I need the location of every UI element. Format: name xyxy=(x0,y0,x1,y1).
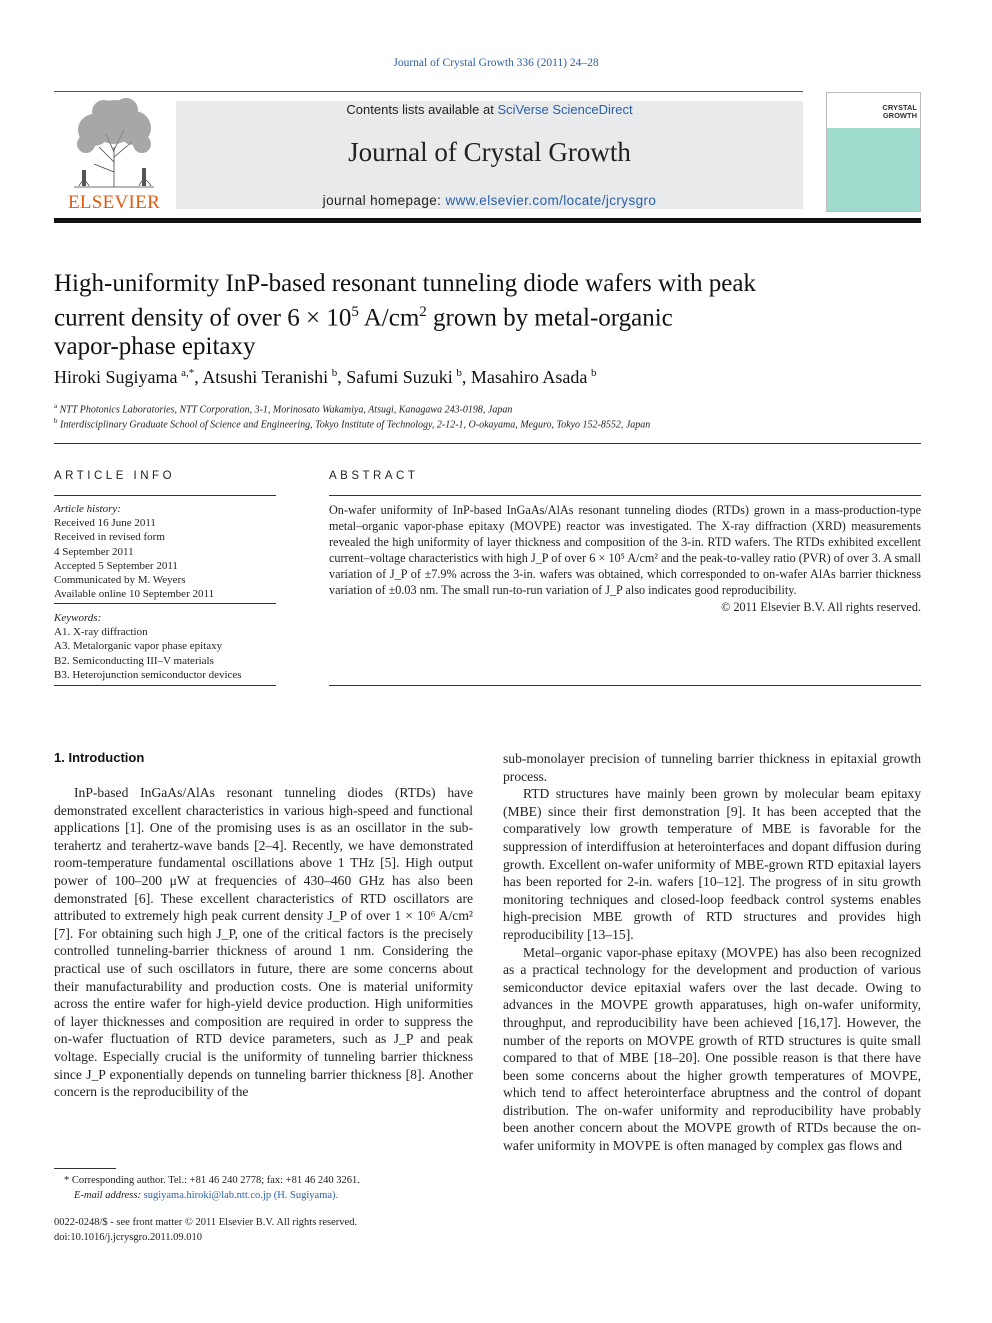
tree-icon xyxy=(54,92,174,192)
title-line-1: High-uniformity InP-based resonant tunneling diode wafers with peak xyxy=(54,270,756,297)
keywords-label: Keywords: xyxy=(54,612,102,624)
title-line-2c: grown by metal-organic xyxy=(426,304,673,332)
email-label: E-mail address: xyxy=(74,1189,144,1201)
issn-line: 0022-0248/$ - see front matter © 2011 Elsevier B.V. All rights reserved. xyxy=(54,1217,358,1228)
affiliation-divider xyxy=(54,443,921,444)
affiliation-mark: b xyxy=(54,417,58,425)
homepage-prefix: journal homepage: xyxy=(322,193,446,208)
body-column-left xyxy=(54,784,473,1101)
author-name[interactable]: Hiroki Sugiyama xyxy=(54,367,178,387)
title-line-2-sup2: 2 xyxy=(419,304,427,320)
header-bottom-rule xyxy=(54,218,921,223)
email-line xyxy=(54,1189,474,1204)
article-info-heading: ARTICLE INFO xyxy=(54,470,176,482)
title-line-2 xyxy=(54,298,924,332)
cover-text-line-1: CRYSTAL xyxy=(882,103,917,112)
history-item: Received 16 June 2011 xyxy=(54,517,156,530)
body-paragraph: Metal–organic vapor-phase epitaxy (MOVPE) has also been recognized as a practical technology for the development and production of various semiconductor device epitaxial wafers over the last decade. Owing to advances in the MOVPE growth apparatuses, high on-wafer uniformity, throughput, and reproducibility have been achieved [16,17]. However, the number of the reports on MOVPE growth of RTD structures is quite small compared to that of MBE [18–20]. One possible reason is that there have been some concerns about the higher growth temperatures of MOVPE, which tend to affect heterointerface abruptness and the control of dopant distribution. The on-wafer uniformity and reproducibility have probably been another concern about the MOVPE growth of RTDs because the on-wafer uniformity in MOVPE is often managed by complex gas flows and xyxy=(503,944,921,1154)
journal-cover-band xyxy=(827,128,920,211)
email-link[interactable]: sugiyama.hiroki@lab.ntt.co.jp (H. Sugiyama). xyxy=(143,1189,339,1201)
article-info-rule-top xyxy=(54,495,276,496)
abstract-text: On-wafer uniformity of InP-based InGaAs/AlAs resonant tunneling diodes (RTDs) grown in a mass-production-type metal–organic vapor-phase epitaxy (MOVPE) reactor was investigated. The X-ray diffraction (XRD) measurements revealed the high uniformity of layer thickness and composition of the 3-in. RTD wafers. The RTDs exhibited excellent current–voltage characteristics with high J_P of over 6 × 10⁵ A/cm² and the peak-to-valley ratio (PVR) of over 3. A small variation of J_P of ±7.9% across the 3-in. wafers was obtained, which corresponded to on-wafer AlAs barrier thickness variation of ±0.03 nm. The small run-to-run variation of J_P also indicates good reproducibility. xyxy=(329,503,921,598)
history-item: Communicated by M. Weyers xyxy=(54,574,186,587)
affiliation-b xyxy=(54,417,650,430)
journal-citation[interactable]: Journal of Crystal Growth 336 (2011) 24–28 xyxy=(393,57,599,69)
abstract-copyright: © 2011 Elsevier B.V. All rights reserved. xyxy=(721,599,921,614)
homepage-link[interactable]: www.elsevier.com/locate/jcrysgro xyxy=(445,193,657,208)
history-label: Article history: xyxy=(54,503,121,515)
history-item: Received in revised form xyxy=(54,531,165,544)
author-list: Hiroki Sugiyama $^{a,*}$, Atsushi Teranishi $^b$, Safumi Suzuki $^b$, Masahiro Asada $^b$ xyxy=(54,367,597,387)
sciencedirect-link[interactable]: SciVerse ScienceDirect xyxy=(497,102,633,117)
contents-prefix: Contents lists available at xyxy=(346,102,498,117)
author-affil-mark[interactable]: b xyxy=(331,367,338,379)
corresponding-line: * Corresponding author. Tel.: +81 46 240 2778; fax: +81 46 240 3261. xyxy=(64,1175,360,1186)
section-heading-introduction: 1. Introduction xyxy=(54,750,145,765)
corresponding-author-footnote xyxy=(54,1174,474,1203)
author-name[interactable]: Safumi Suzuki xyxy=(346,367,453,387)
author-name[interactable]: Masahiro Asada xyxy=(470,367,588,387)
author-affil-mark[interactable]: b xyxy=(590,367,597,379)
history-item: Available online 10 September 2011 xyxy=(54,588,215,601)
keyword-item: A3. Metalorganic vapor phase epitaxy xyxy=(54,640,223,653)
author-affil-mark[interactable]: b xyxy=(456,367,462,379)
affiliation-mark: a xyxy=(54,402,58,410)
title-line-2b: A/cm xyxy=(358,304,420,332)
footnote-rule xyxy=(54,1168,116,1169)
body-paragraph: sub-monolayer precision of tunneling barrier thickness in epitaxial growth process. xyxy=(503,751,921,784)
title-line-2a: current density of over 6 × 10 xyxy=(54,304,352,332)
body-paragraph: InP-based InGaAs/AlAs resonant tunneling diodes (RTDs) have demonstrated excellent characteristics in various high-speed and functional applications [1]. One of the promising uses is as an oscillator in the sub-terahertz and terahertz-wave bands [2–4]. Recently, we have demonstrated room-temperature fundamental oscillations above 1 THz [5]. High output power of 100–200 μW at frequencies of 430–460 GHz has also been demonstrated [6]. These excellent characteristics of RTD oscillators are attributed to extremely high peak current density J_P of over 1 × 10⁶ A/cm² [7]. For obtaining such high J_P, one of the critical factors is the precisely controlled tunneling-barrier thickness of around 1 nm. Considering the practical use of such oscillators in future, there are some concerns about their manufacturability and production costs. One is material uniformity across the entire wafer for high-yield device production. High uniformities of layer thicknesses and composition are required in order to suppress the on-wafer fluctuation of RTD device parameters, such as J_P and peak voltage. Especially crucial is the uniformity of tunneling barrier thickness since J_P exponentially depends on tunneling barrier thickness [8]. Another concern is the reproducibility of the xyxy=(54,785,473,1100)
article-history xyxy=(54,502,276,601)
abstract-rule-bottom xyxy=(329,685,921,686)
doi-link[interactable]: doi:10.1016/j.jcrysgro.2011.09.010 xyxy=(54,1231,203,1243)
article-info-rule-mid xyxy=(54,603,276,604)
article-info-rule-bottom xyxy=(54,685,276,686)
keyword-item: B2. Semiconducting III–V materials xyxy=(54,654,214,667)
homepage-line xyxy=(176,193,803,208)
front-matter-footer xyxy=(54,1216,474,1245)
author-name[interactable]: Atsushi Teranishi xyxy=(202,367,329,387)
keyword-item: B3. Heterojunction semiconductor devices xyxy=(54,668,242,681)
keyword-item: A1. X-ray diffraction xyxy=(54,626,148,639)
affiliation-text: NTT Photonics Laboratories, NTT Corporation, 3-1, Morinosato Wakamiya, Atsugi, Kanagawa 243-0198, Japan xyxy=(59,404,513,416)
article-title xyxy=(54,269,924,361)
abstract-heading: ABSTRACT xyxy=(329,470,419,482)
history-item: Accepted 5 September 2011 xyxy=(54,559,178,572)
title-line-2-sup: 5 xyxy=(351,304,359,320)
contents-line xyxy=(176,102,803,117)
journal-cover-title xyxy=(855,104,917,120)
abstract-body xyxy=(329,502,921,615)
history-item: 4 September 2011 xyxy=(54,545,134,558)
body-paragraph: RTD structures have mainly been grown by molecular beam epitaxy (MBE) since their first demonstration [9]. It has been accepted that the comparatively low growth temperature of MBE is favorable for the suppression of interdiffusion at heterointerfaces and dopant diffusion during growth. Excellent on-wafer uniformity of MBE-grown RTD epitaxial layers has been reported for 2-in. wafers [10–12]. The progress of in situ growth monitoring techniques and closed-loop feedback control systems enables high-precision MBE growth of RTD structures and provides high reproducibility [13–15]. xyxy=(503,786,921,942)
affiliation-a xyxy=(54,402,512,415)
title-line-3: vapor-phase epitaxy xyxy=(54,333,256,361)
elsevier-wordmark: ELSEVIER xyxy=(67,192,161,213)
affiliation-text: Interdisciplinary Graduate School of Science and Engineering, Tokyo Institute of Technology, 2-12-1, O-okayama, Meguro, Tokyo 152-8552, Japan xyxy=(60,419,651,431)
journal-title: Journal of Crystal Growth xyxy=(348,137,631,167)
cover-text-line-2: GROWTH xyxy=(882,111,917,120)
body-column-right xyxy=(503,750,921,1155)
author-affil-mark[interactable]: a,* xyxy=(181,367,195,379)
abstract-rule-top xyxy=(329,495,921,496)
keywords xyxy=(54,611,276,682)
